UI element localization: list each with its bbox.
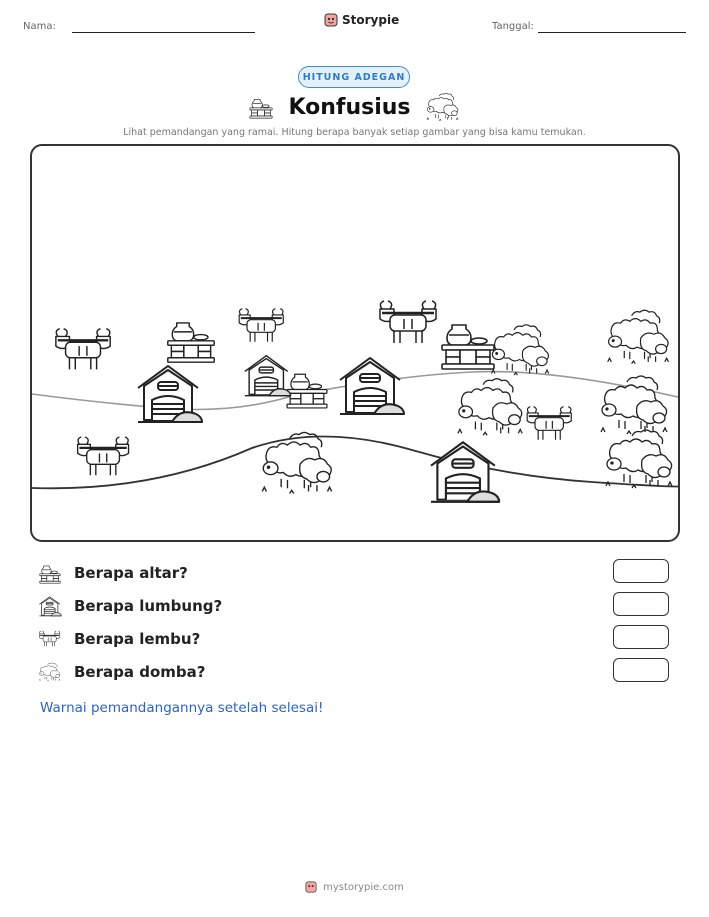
question-ox	[38, 626, 678, 652]
sheep-2	[491, 325, 548, 375]
date-label: Tanggal:	[492, 21, 534, 32]
sheep-4	[608, 310, 669, 363]
storypie-mascot-icon	[324, 12, 338, 28]
instructions: Lihat pemandangan yang ramai. Hitung berapa banyak setiap gambar yang bisa kamu temukan.	[123, 127, 586, 138]
sheep-3	[458, 379, 522, 435]
altar-icon	[38, 562, 62, 584]
question-barn	[38, 593, 678, 619]
page-title: Konfusius	[288, 94, 411, 120]
question-label: Berapa altar?	[74, 564, 188, 582]
ox-icon	[38, 628, 62, 650]
ox-1	[56, 329, 110, 370]
altar-1	[168, 323, 214, 362]
ox-3	[380, 301, 436, 343]
brand-name: Storypie	[342, 13, 400, 27]
answer-box-barn[interactable]	[613, 592, 669, 616]
altar-icon	[248, 95, 274, 119]
answer-box-sheep[interactable]	[613, 658, 669, 682]
site-footer	[0, 880, 709, 894]
activity-badge: HITUNG ADEGAN	[298, 66, 410, 88]
question-label: Berapa lembu?	[74, 630, 201, 648]
ox-5	[527, 407, 571, 440]
question-label: Berapa domba?	[74, 663, 206, 681]
sheep-icon	[38, 661, 62, 683]
barn-3	[340, 358, 404, 414]
name-input-line[interactable]	[72, 32, 255, 33]
sheep-icon	[425, 92, 461, 122]
barn-2	[245, 356, 291, 396]
scene-illustration	[32, 146, 680, 542]
sheep-5	[601, 376, 667, 434]
site-url: mystorypie.com	[323, 881, 404, 893]
brand-logo	[324, 12, 399, 28]
altar-2	[287, 374, 327, 408]
altar-3	[442, 325, 494, 369]
counting-scene	[30, 144, 680, 542]
barn-4	[431, 442, 499, 502]
title-row	[0, 92, 709, 122]
sheep-6	[606, 430, 672, 488]
answer-box-altar[interactable]	[613, 559, 669, 583]
coloring-note: Warnai pemandangannya setelah selesai!	[40, 700, 324, 716]
answer-box-ox[interactable]	[613, 625, 669, 649]
ox-2	[239, 309, 283, 342]
question-label: Berapa lumbung?	[74, 597, 223, 615]
name-label: Nama:	[23, 21, 56, 32]
question-altar	[38, 560, 678, 586]
barn-icon	[38, 595, 62, 617]
date-input-line[interactable]	[538, 32, 686, 33]
question-sheep	[38, 659, 678, 685]
storypie-mascot-icon	[305, 880, 317, 894]
ox-4	[78, 437, 129, 475]
barn-1	[138, 366, 202, 422]
